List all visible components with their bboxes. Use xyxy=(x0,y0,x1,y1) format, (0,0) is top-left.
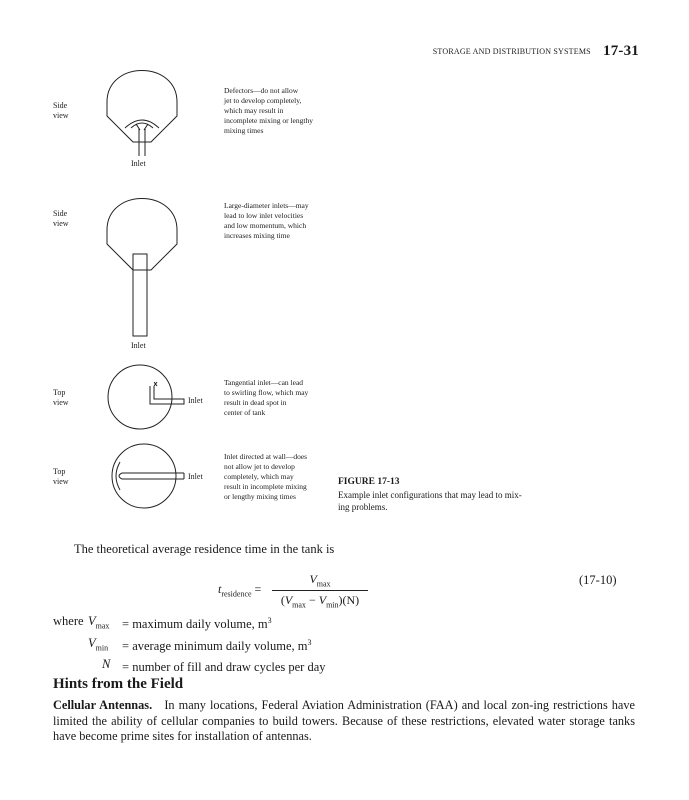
definition-row xyxy=(53,613,326,635)
definition-lead: where xyxy=(53,614,84,628)
definition-text: number of fill and draw cycles per day xyxy=(132,660,326,675)
definition-equals: = xyxy=(122,660,133,675)
equation-fraction xyxy=(272,572,368,610)
panel-2-inlet-label: Inlet xyxy=(131,341,146,350)
eq-den-v1-sub: max xyxy=(292,600,306,610)
hints-body: In many locations, Federal Aviation Administration (FAA) and local zon-ing restrictions have limited the ability of cellular companies to build towers. Because of these restrictions, elevated water storage tanks have become prime sites for installation of antennas. xyxy=(53,698,635,743)
panel-4-inlet-label: Inlet xyxy=(188,472,203,481)
equation-lhs xyxy=(218,582,261,598)
definition-equals: = xyxy=(122,638,133,653)
definition-text: average minimum daily volume, m xyxy=(132,638,308,653)
definition-lead xyxy=(53,656,88,678)
page-number: 17-31 xyxy=(603,43,639,59)
definition-symbol: V xyxy=(88,635,96,650)
definition-row xyxy=(53,635,326,657)
definition-equals: = xyxy=(122,617,133,632)
panel-1-view-label: Side view xyxy=(53,101,69,120)
hints-lead: Cellular Antennas. xyxy=(53,698,153,712)
hints-paragraph xyxy=(53,698,635,745)
panel-2-description: Large-diameter inlets—may lead to low inlet velocities and low momentum, which increases mixing time xyxy=(224,201,309,240)
eq-num-symbol: V xyxy=(309,572,317,586)
panel-1-inlet-label: Inlet xyxy=(131,159,146,168)
equation-17-10 xyxy=(0,570,689,610)
definition-sup: 3 xyxy=(307,637,312,647)
definition-symbol: N xyxy=(102,657,111,671)
tank-2-outline xyxy=(107,199,177,271)
tank-3-circle xyxy=(108,365,172,429)
eq-den-minus: − xyxy=(305,593,319,608)
inlet-2-pipe xyxy=(133,254,147,336)
eq-den-close: )(N) xyxy=(338,593,360,608)
panel-3-inlet-label: Inlet xyxy=(188,396,203,405)
definition-sup: 3 xyxy=(267,616,272,625)
panel-3-view-label: Top view xyxy=(53,388,69,407)
definition-lead xyxy=(53,635,88,657)
intro-sentence: The theoretical average residence time in the tank is xyxy=(74,542,335,556)
definition-sub: max xyxy=(95,621,110,631)
definitions-list xyxy=(53,613,326,678)
equation-numerator xyxy=(272,572,368,591)
section-title: STORAGE AND DISTRIBUTION SYSTEMS xyxy=(432,47,591,56)
eq-den-v2: V xyxy=(318,593,327,608)
definition-row xyxy=(53,656,326,678)
equation-number: (17-10) xyxy=(579,573,617,587)
deflector-icon xyxy=(125,120,159,128)
figure-number: FIGURE 17-13 xyxy=(338,477,400,487)
panel-4-view-label: Top view xyxy=(53,467,69,486)
equation-equals: = xyxy=(254,582,262,596)
figure-caption: Example inlet configurations that may lead to mix- ing problems. xyxy=(338,490,522,512)
eq-num-sub: max xyxy=(316,579,331,589)
definition-sub: min xyxy=(95,643,109,652)
panel-4-description: Inlet directed at wall—does not allow jet to develop completely, which may result in incomplete mixing or lengthy mixing times xyxy=(224,452,308,501)
inlet-3-pipe xyxy=(150,386,184,404)
eq-den-open: ( xyxy=(280,593,285,608)
panel-2-view-label: Side view xyxy=(53,209,69,228)
equation-lhs-symbol: t xyxy=(218,582,222,596)
inlet-4-pipe xyxy=(122,473,184,479)
section-heading: Hints from the Field xyxy=(53,676,184,692)
tank-1-outline xyxy=(107,71,177,143)
panel-1-description: Defectors—do not allow jet to develop completely, which may result in incomplete mixing or lengthy mixing times xyxy=(224,86,313,135)
tank-4-circle xyxy=(112,444,176,508)
eq-den-v2-sub: min xyxy=(326,600,339,610)
definition-text: maximum daily volume, m xyxy=(132,617,268,632)
equation-lhs-sub: residence xyxy=(221,589,252,599)
definition-symbol: V xyxy=(88,614,96,628)
panel-3-description: Tangential inlet—can lead to swirling flow, which may result in dead spot in center of tank xyxy=(224,378,309,417)
equation-denominator xyxy=(272,591,368,609)
figure-caption-block xyxy=(338,477,538,513)
eq-den-v1: V xyxy=(284,593,293,608)
